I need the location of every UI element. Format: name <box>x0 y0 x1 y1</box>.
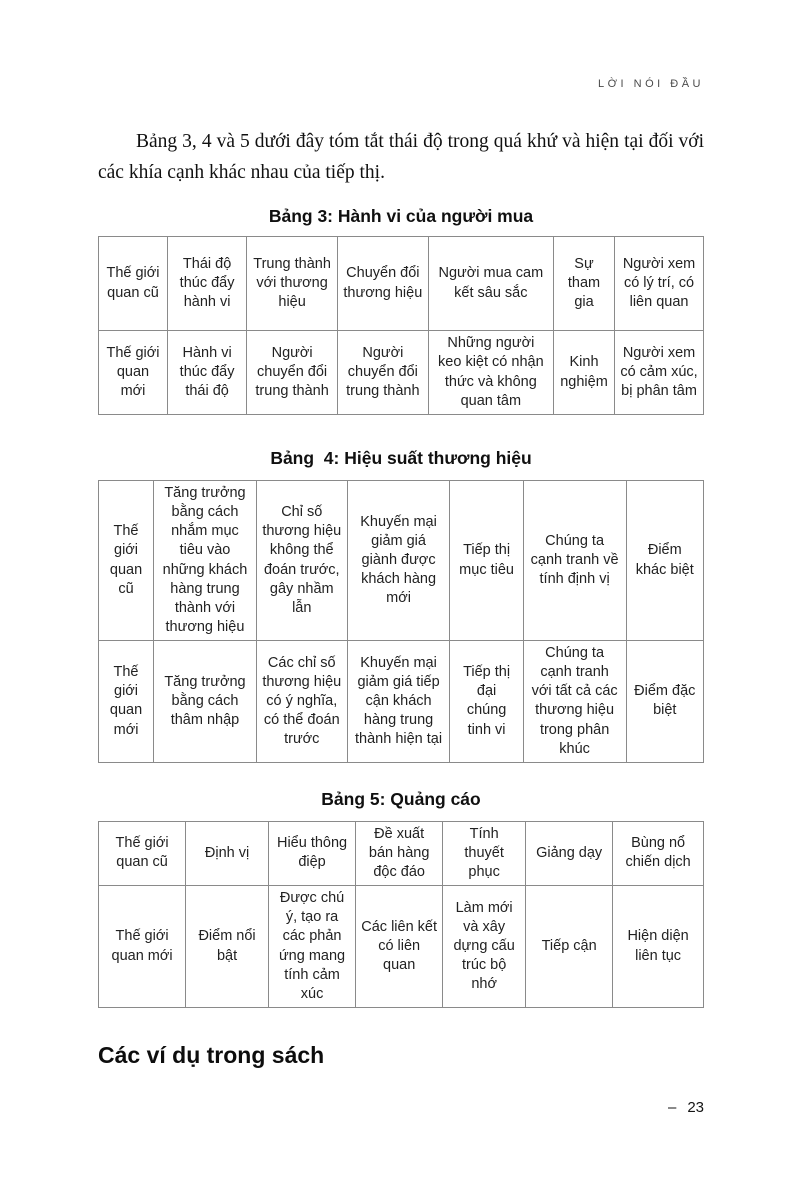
table-cell: Người chuyển đổi trung thành <box>337 331 428 415</box>
table-cell: Thế giới quan cũ <box>99 481 154 641</box>
table-cell: Làm mới và xây dựng cấu trúc bộ nhớ <box>443 886 526 1008</box>
table-row <box>99 641 704 763</box>
table-cell: Bùng nổ chiến dịch <box>613 821 704 885</box>
table-row <box>99 481 704 641</box>
table-cell: Chúng ta cạnh tranh với tất cả các thương hiệu trong phân khúc <box>523 641 626 763</box>
running-header: LỜI NÓI ĐẦU <box>598 78 704 90</box>
table-4-title: Bảng 4: Hiệu suất thương hiệu <box>270 448 532 468</box>
table-cell: Tiếp thị đại chúng tinh vi <box>450 641 523 763</box>
page-footer <box>668 1099 704 1116</box>
table-cell: Tăng trưởng bằng cách nhắm mục tiêu vào những khách hàng trung thành với thương hiệu <box>154 481 257 641</box>
table-cell: Kinh nghiệm <box>553 331 614 415</box>
table-cell: Người chuyển đổi trung thành <box>247 331 338 415</box>
table-3-title: Bảng 3: Hành vi của người mua <box>268 206 534 226</box>
table-cell: Tính thuyết phục <box>443 821 526 885</box>
table-cell: Thế giới quan mới <box>99 331 168 415</box>
table-cell: Hiểu thông điệp <box>268 821 355 885</box>
table-cell: Thái độ thúc đẩy hành vi <box>167 237 246 331</box>
table-cell: Điểm khác biệt <box>626 481 703 641</box>
table-cell: Thế giới quan mới <box>99 641 154 763</box>
table-cell: Người xem có lý trí, có liên quan <box>615 237 704 331</box>
table-row <box>99 331 704 415</box>
table-cell: Chỉ số thương hiệu không thể đoán trước, gây nhầm lẫn <box>256 481 347 641</box>
table-cell: Người mua cam kết sâu sắc <box>428 237 553 331</box>
table-cell: Tăng trưởng bằng cách thâm nhập <box>154 641 257 763</box>
table-cell: Định vị <box>186 821 269 885</box>
table-bang-4 <box>98 480 704 763</box>
table-cell: Chuyển đổi thương hiệu <box>337 237 428 331</box>
table-bang-5 <box>98 821 704 1008</box>
table-5-title: Bảng 5: Quảng cáo <box>321 788 481 809</box>
page-number: 23 <box>687 1099 704 1116</box>
page-number-dash: – <box>667 1099 677 1116</box>
section-heading: Các ví dụ trong sách <box>98 1041 325 1068</box>
table-cell: Đề xuất bán hàng độc đáo <box>356 821 443 885</box>
table-cell: Người xem có cảm xúc, bị phân tâm <box>615 331 704 415</box>
table-cell: Giảng dạy <box>526 821 613 885</box>
table-cell: Các liên kết có liên quan <box>356 886 443 1008</box>
table-cell: Hiện diện liên tục <box>613 886 704 1008</box>
table-cell: Các chỉ số thương hiệu có ý nghĩa, có thể đoán trước <box>256 641 347 763</box>
table-cell: Trung thành với thương hiệu <box>247 237 338 331</box>
table-cell: Điểm nổi bật <box>186 886 269 1008</box>
table-cell: Những người keo kiệt có nhận thức và không quan tâm <box>428 331 553 415</box>
table-cell: Tiếp thị mục tiêu <box>450 481 523 641</box>
table-cell: Điểm đặc biệt <box>626 641 703 763</box>
page-content <box>98 0 704 1069</box>
table-row <box>99 237 704 331</box>
table-bang-3 <box>98 236 704 415</box>
table-cell: Thế giới quan cũ <box>99 821 186 885</box>
table-row <box>99 886 704 1008</box>
table-cell: Thế giới quan cũ <box>99 237 168 331</box>
table-cell: Khuyến mại giảm giá tiếp cận khách hàng trung thành hiện tại <box>347 641 450 763</box>
table-cell: Chúng ta cạnh tranh về tính định vị <box>523 481 626 641</box>
table-cell: Hành vi thúc đẩy thái độ <box>167 331 246 415</box>
table-cell: Khuyến mại giảm giá giành được khách hàng mới <box>347 481 450 641</box>
table-cell: Sự tham gia <box>553 237 614 331</box>
table-cell: Tiếp cận <box>526 886 613 1008</box>
table-cell: Được chú ý, tạo ra các phản ứng mang tính cảm xúc <box>268 886 355 1008</box>
table-cell: Thế giới quan mới <box>99 886 186 1008</box>
intro-paragraph: Bảng 3, 4 và 5 dưới đây tóm tắt thái độ trong quá khứ và hiện tại đối với các khía cạnh khác nhau của tiếp thị. <box>98 131 704 183</box>
table-row <box>99 821 704 885</box>
